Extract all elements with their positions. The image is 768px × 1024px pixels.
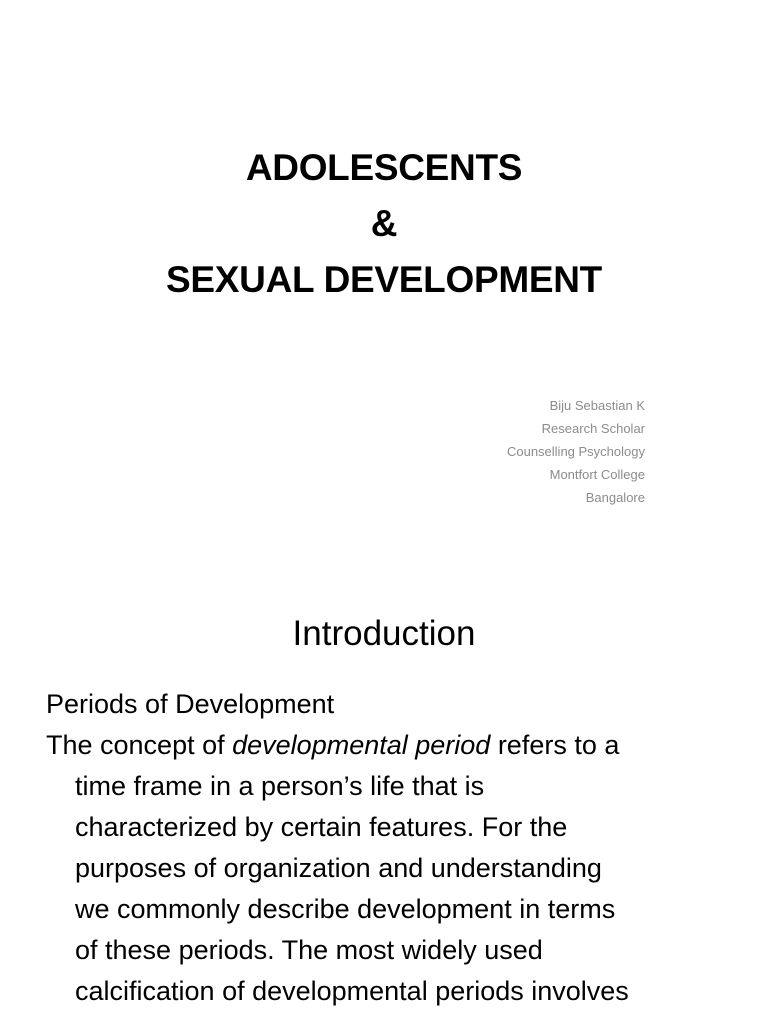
paragraph-emphasis: developmental period [232,730,491,760]
presentation-title [0,140,768,308]
body-subheading: Periods of Development [46,689,335,719]
paragraph-line-2: time frame in a person’s life that is [75,771,485,801]
author-department: Counselling Psychology [506,444,645,459]
paragraph-line-7: calcification of developmental periods involves [75,976,629,1006]
author-info [507,394,645,509]
paragraph-line-1-prefix: The concept of [46,730,233,760]
paragraph-line-4: purposes of organization and understanding [75,853,602,883]
title-line-1: ADOLESCENTS [245,147,523,188]
paragraph-line-1-suffix: refers to a [490,730,620,760]
paragraph-line-1 [46,725,746,766]
title-line-2: & [370,203,398,244]
author-city: Bangalore [585,490,645,505]
introduction-slide [0,576,768,1024]
author-role: Research Scholar [541,421,645,436]
slide-heading: Introduction [292,614,476,653]
author-name: Biju Sebastian K [549,398,645,413]
paragraph-line-5: we commonly describe development in terms [75,894,616,924]
paragraph-line-3: characterized by certain features. For the [75,812,568,842]
slide-body [46,684,746,1012]
author-institution: Montfort College [549,467,645,482]
title-line-3: SEXUAL DEVELOPMENT [166,259,602,300]
paragraph-line-6: of these periods. The most widely used [75,935,543,965]
